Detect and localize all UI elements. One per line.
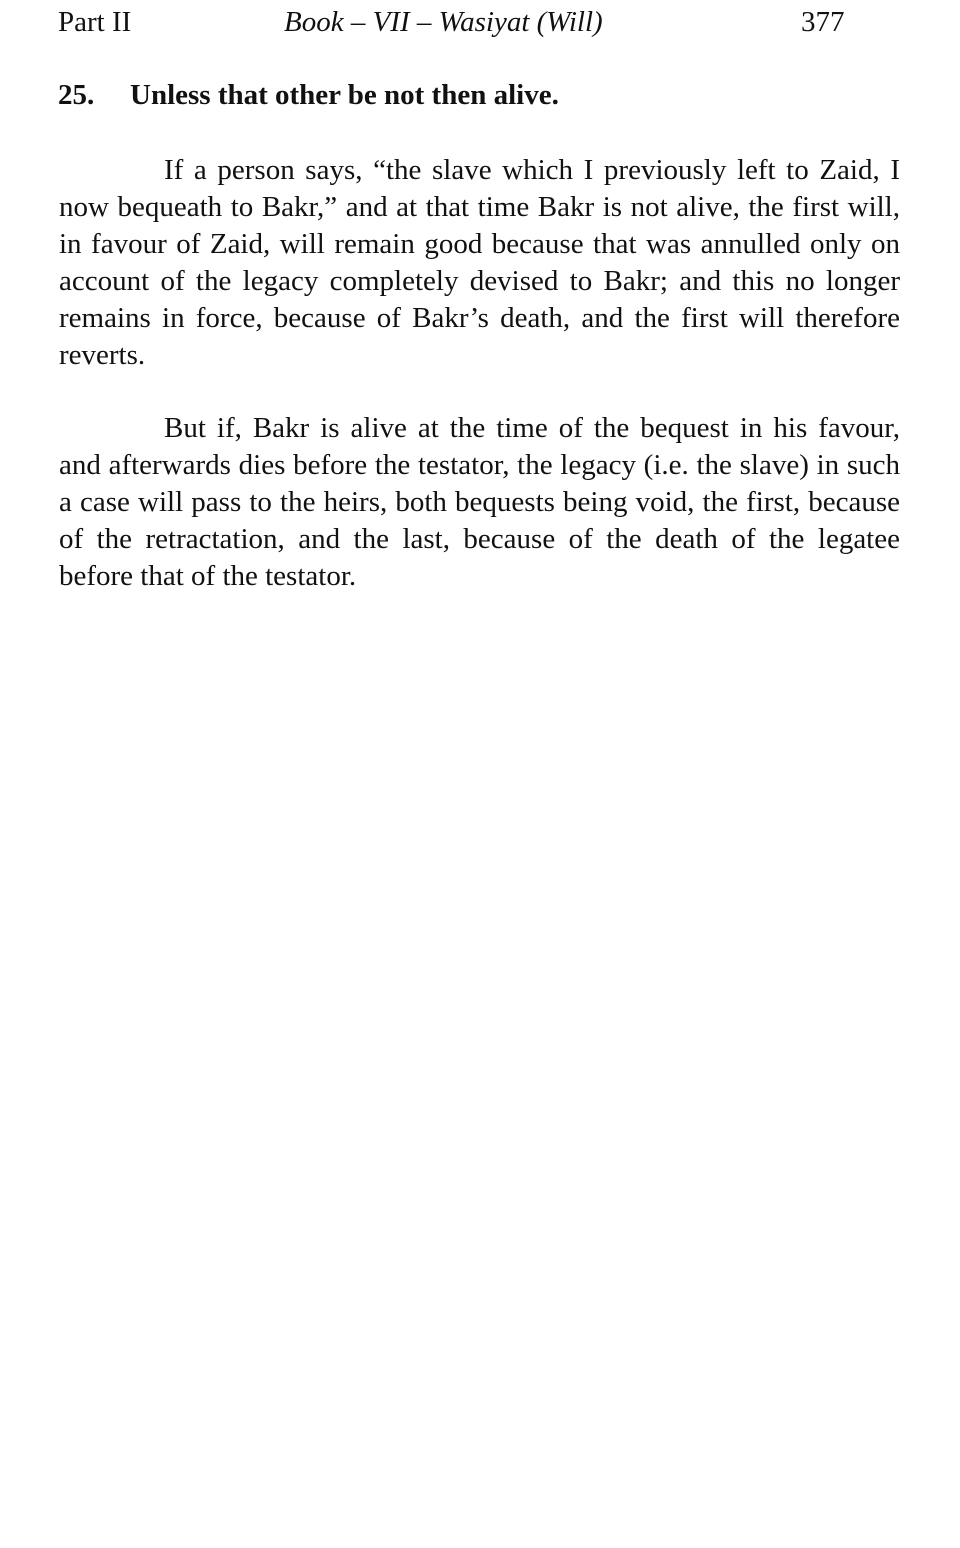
header-book-title: Book – VII – Wasiyat (Will): [284, 6, 603, 38]
section-title: Unless that other be not then alive.: [130, 79, 559, 111]
body-paragraph: But if, Bakr is alive at the time of the bequest in his favour, and afterwards dies before the testator, the legacy (i.e. the slave) in such a case will pass to the heirs, both bequests being void, the first, because of the retractation, and the last, because of the death of the legatee before that of the testator.: [59, 412, 900, 592]
section-heading: [58, 76, 900, 114]
body-paragraph: If a person says, “the slave which I previously left to Zaid, I now bequeath to Bakr,” and at that time Bakr is not alive, the first will, in favour of Zaid, will remain good because that was annulled only on account of the legacy completely devised to Bakr; and this no longer remains in force, because of Bakr’s death, and the first will therefore reverts.: [59, 154, 900, 371]
running-header: [58, 4, 900, 40]
page-number: 377: [801, 6, 845, 38]
section-number: 25.: [58, 79, 95, 111]
header-part-label: Part II: [58, 6, 132, 38]
